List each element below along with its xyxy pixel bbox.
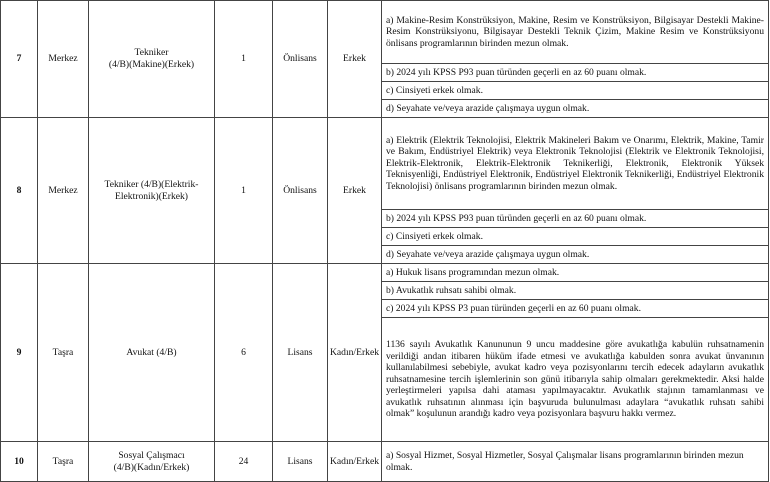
position-title: Sosyal Çalışmacı (4/B)(Kadın/Erkek) xyxy=(89,442,215,482)
condition-text: a) Sosyal Hizmet, Sosyal Hizmetler, Sosyal Çalışmalar lisans programlarının birinden mezun olmak. xyxy=(382,442,769,482)
position-count: 24 xyxy=(215,442,273,482)
table-row xyxy=(1,118,769,210)
table-row xyxy=(1,264,769,282)
education-level: Önlisans xyxy=(273,1,328,118)
row-number: 10 xyxy=(1,442,38,482)
position-count: 1 xyxy=(215,1,273,118)
condition-note: 1136 sayılı Avukatlık Kanununun 9 uncu maddesine göre avukatlığa kabulün ruhsatnamenin verildiği andan itibaren hüküm ifade etmesi ve avukatlığa kabulden sonra avukat ünvanının kullanılabilmesi sebebiyle, avukat kadro veya pozisyonlarını tercih edecek adayların avukatlık ruhsatnamesine tercih işlemlerinin son günü itibarıyla sahip olmaları gerekmektedir. Aksi halde yerleştirmeleri yapılsa dahi ataması yapılmayacaktır. Avukatlık stajının tamamlanması ve avukatlık ruhsatının alınması için başvuruda bulunulması adaylara “avukatlık ruhsatı sahibi olmak” koşulunun arandığı kadro veya pozisyonlara başvuru hakkı vermez. xyxy=(382,318,769,442)
condition-text: c) Cinsiyeti erkek olmak. xyxy=(382,228,769,246)
row-number: 9 xyxy=(1,264,38,442)
gender-cell: Kadın/Erkek xyxy=(328,442,382,482)
row-number: 8 xyxy=(1,118,38,264)
position-count: 6 xyxy=(215,264,273,442)
unit-cell: Taşra xyxy=(38,264,89,442)
unit-cell: Merkez xyxy=(38,118,89,264)
table-row xyxy=(1,1,769,64)
condition-text: c) 2024 yılı KPSS P3 puan türünden geçerli en az 60 puanı olmak. xyxy=(382,300,769,318)
education-level: Önlisans xyxy=(273,118,328,264)
condition-text: a) Hukuk lisans programından mezun olmak. xyxy=(382,264,769,282)
unit-cell: Merkez xyxy=(38,1,89,118)
gender-cell: Kadın/Erkek xyxy=(328,264,382,442)
condition-text: a) Elektrik (Elektrik Teknolojisi, Elektrik Makineleri Bakım ve Onarımı, Elektrik, Makine, Tamir ve Bakım, Endüstriyel Elektrik) veya Elektronik Teknolojisi (Elektrik ve Elektronik Teknolojisi, Elektrik-Elektronik, Elektrik-Elektronik Teknikerliği, Elektronik, Elektronik Yüksek Teknisyenliği, Endüstriyel Elektronik, Endüstriyel Elektronik Teknikerliği, Endüstriyel Elektronik Teknolojisi) önlisans programlarının birinden mezun olmak. xyxy=(382,118,769,210)
position-count: 1 xyxy=(215,118,273,264)
condition-text: b) 2024 yılı KPSS P93 puan türünden geçerli en az 60 puanı olmak. xyxy=(382,210,769,228)
education-level: Lisans xyxy=(273,264,328,442)
unit-cell: Taşra xyxy=(38,442,89,482)
gender-cell: Erkek xyxy=(328,118,382,264)
condition-text: a) Makine-Resim Konstrüksiyon, Makine, Resim ve Konstrüksiyon, Bilgisayar Destekli Makine-Resim Konstrüksiyonu, Bilgisayar Destekli Teknik Çizim, Makine Resim ve Konstrüksiyonu önlisans programlarının birinden mezun olmak. xyxy=(382,1,769,64)
condition-text: b) 2024 yılı KPSS P93 puan türünden geçerli en az 60 puanı olmak. xyxy=(382,64,769,82)
row-number: 7 xyxy=(1,1,38,118)
gender-cell: Erkek xyxy=(328,1,382,118)
position-title: Tekniker (4/B)(Makine)(Erkek) xyxy=(89,1,215,118)
table-row xyxy=(1,442,769,482)
condition-text: b) Avukatlık ruhsatı sahibi olmak. xyxy=(382,282,769,300)
position-title: Tekniker (4/B)(Elektrik- Elektronik)(Erkek) xyxy=(89,118,215,264)
condition-text: c) Cinsiyeti erkek olmak. xyxy=(382,82,769,100)
position-title: Avukat (4/B) xyxy=(89,264,215,442)
condition-text: d) Seyahate ve/veya arazide çalışmaya uygun olmak. xyxy=(382,100,769,118)
condition-text: d) Seyahate ve/veya arazide çalışmaya uygun olmak. xyxy=(382,246,769,264)
education-level: Lisans xyxy=(273,442,328,482)
